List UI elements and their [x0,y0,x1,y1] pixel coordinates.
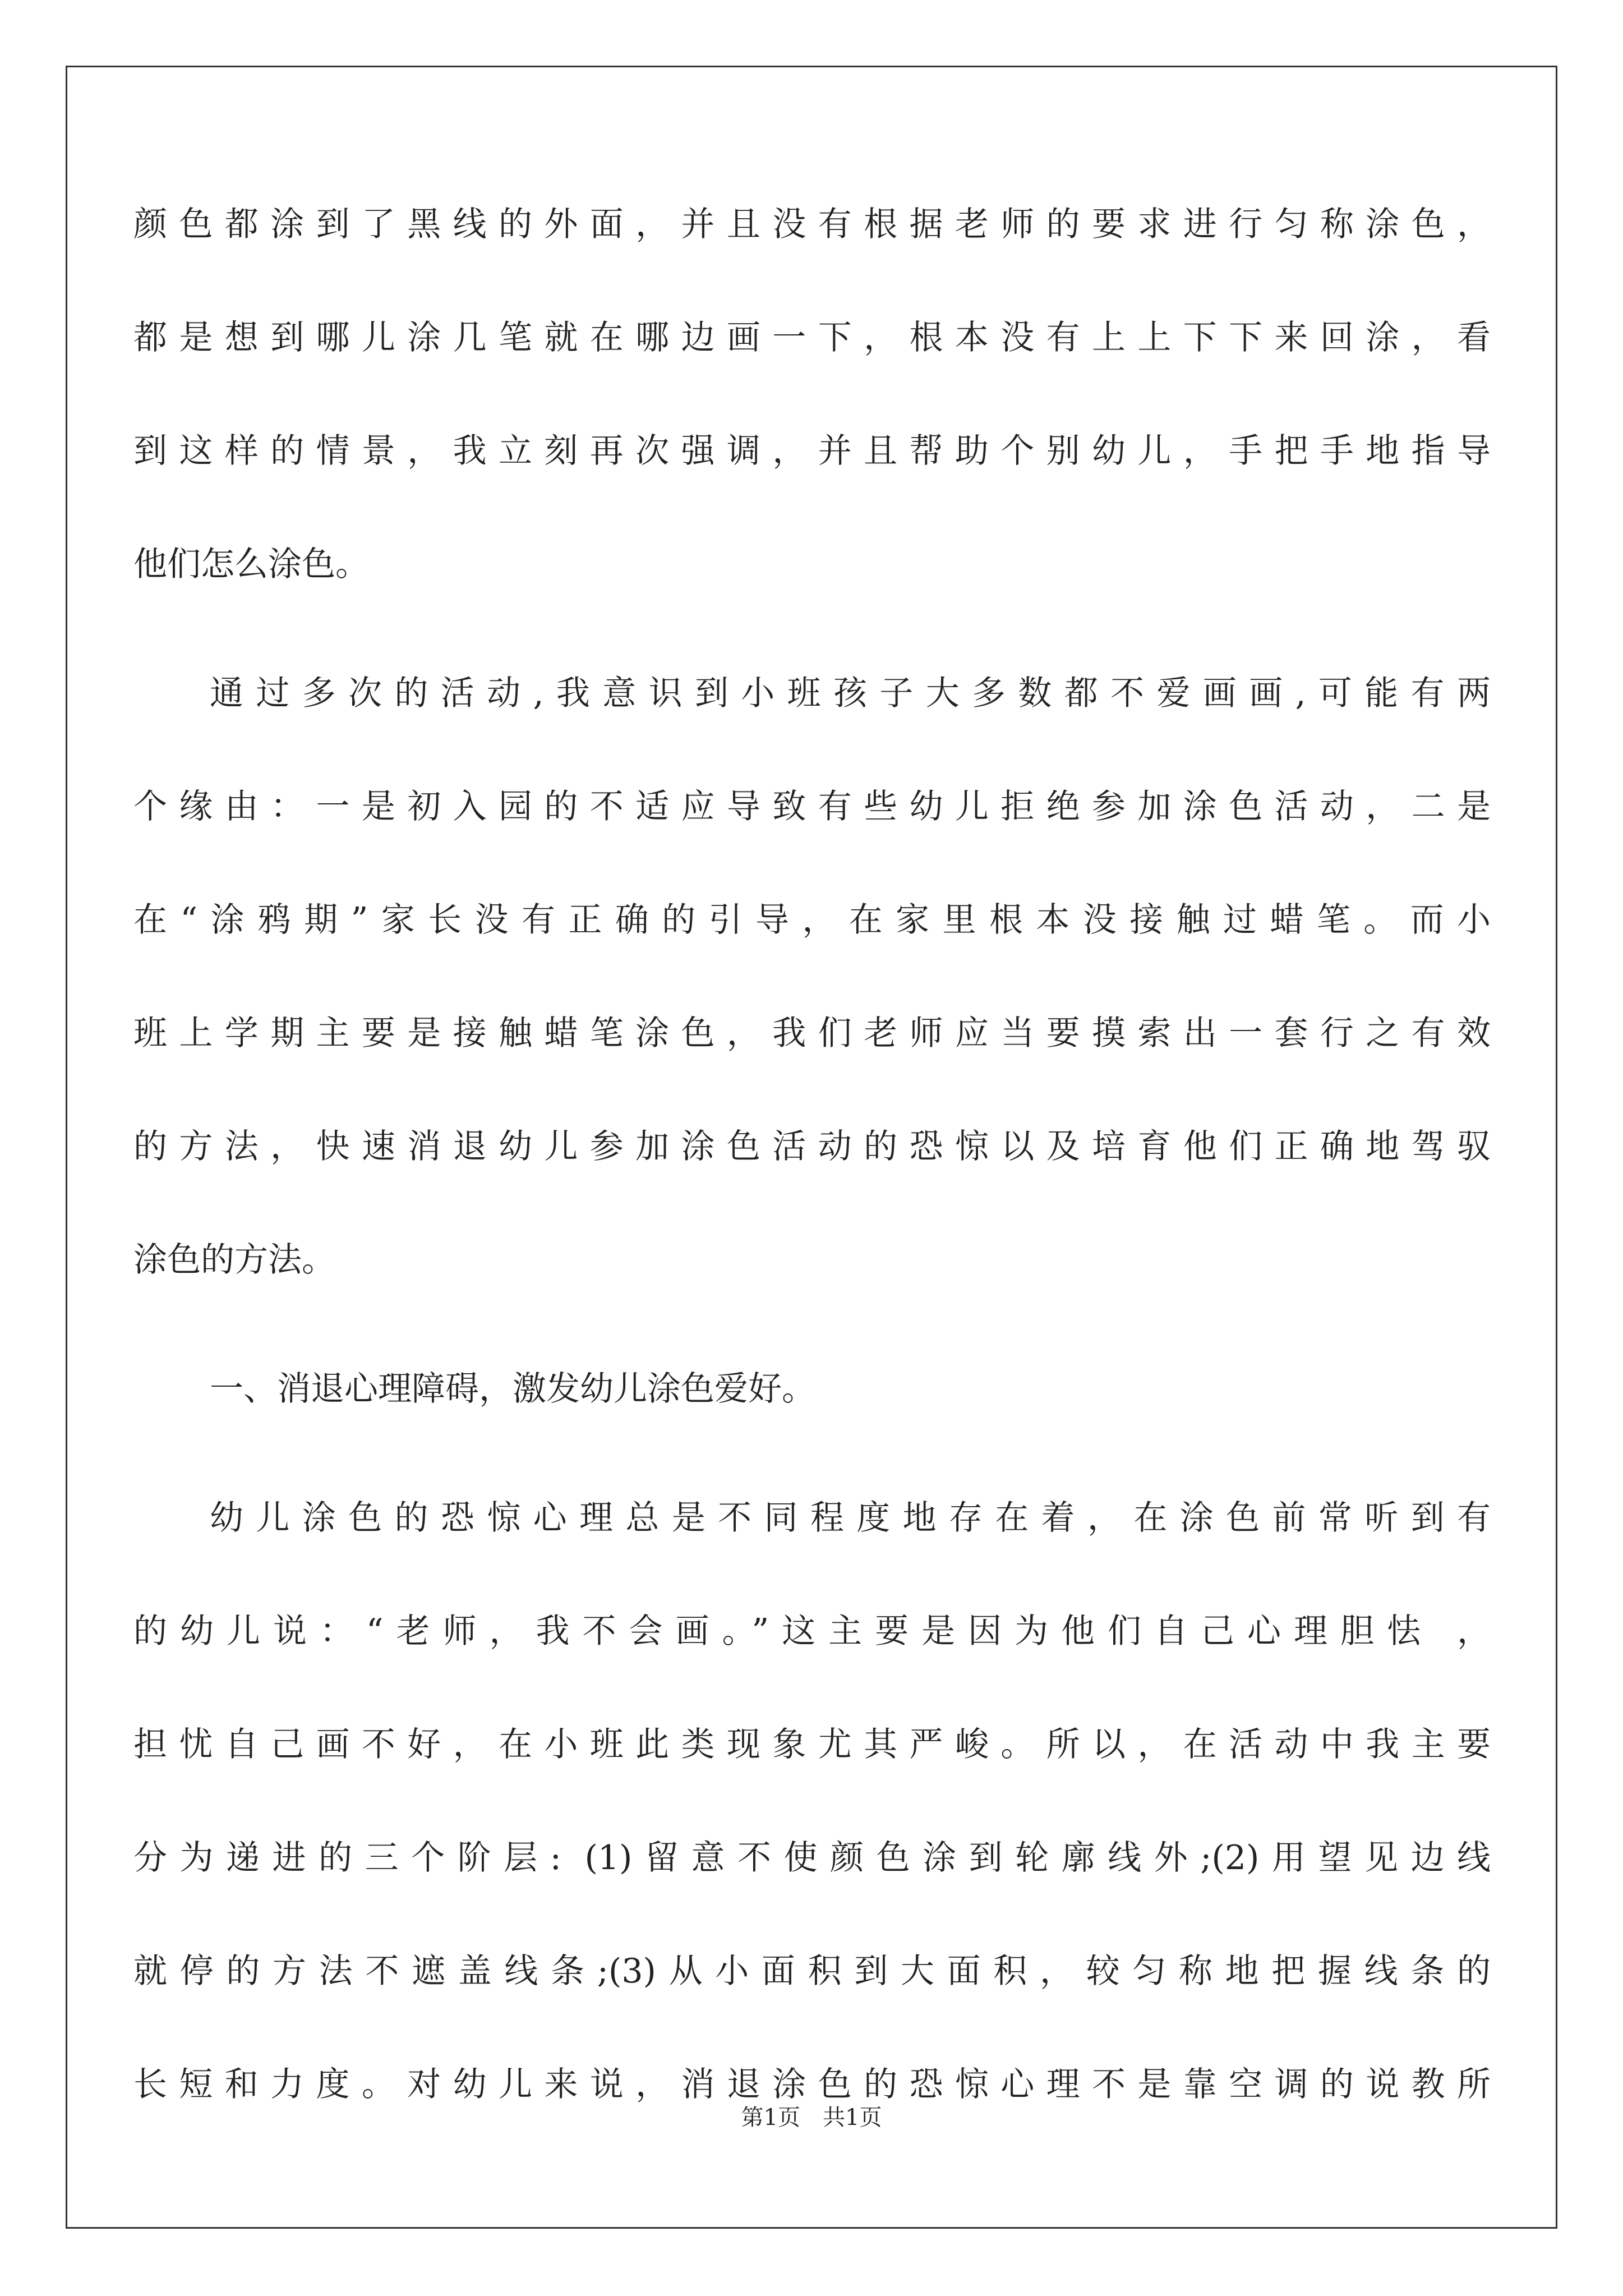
text-line: 的幼儿说：“老师，我不会画。”这主要是因为他们自己心理胆怯 ， [133,1612,1491,1651]
text-line: 就停的方法不遮盖线条;(3)从小面积到大面积，较匀称地把握线条的 [133,1952,1491,1991]
text-line: 涂色的方法。 [133,1240,335,1280]
text-line: 都是想到哪儿涂几笔就在哪边画一下，根本没有上上下下来回涂，看 [133,318,1491,357]
text-line: 颜色都涂到了黑线的外面，并且没有根据老师的要求进行匀称涂色， [133,205,1491,244]
text-line: 通过多次的活动,我意识到小班孩子大多数都不爱画画,可能有两 [210,674,1491,713]
text-line: 个缘由：一是初入园的不适应导致有些幼儿拒绝参加涂色活动，二是 [133,787,1491,826]
text-line: 长短和力度。对幼儿来说，消退涂色的恐惊心理不是靠空调的说教所 [133,2065,1491,2104]
section-heading: 一、消退心理障碍，激发幼儿涂色爱好。 [210,1369,815,1409]
text-line: 幼儿涂色的恐惊心理总是不同程度地存在着，在涂色前常听到有 [210,1498,1491,1538]
text-line: 的方法，快速消退幼儿参加涂色活动的恐惊以及培育他们正确地驾驭 [133,1127,1491,1166]
text-line: 分为递进的三个阶层: (1)留意不使颜色涂到轮廓线外;(2)用望见边线 [133,1838,1491,1878]
text-line: 班上学期主要是接触蜡笔涂色，我们老师应当要摸索出一套行之有效 [133,1014,1491,1053]
text-line: 担忧自己画不好，在小班此类现象尤其严峻。所以，在活动中我主要 [133,1725,1491,1764]
page-number-footer: 第1页 共1页 [741,2105,882,2131]
text-line: 在“涂鸦期”家长没有正确的引导，在家里根本没接触过蜡笔。而小 [133,900,1491,940]
text-line: 到这样的情景，我立刻再次强调，并且帮助个别幼儿，手把手地指导 [133,431,1491,471]
text-line: 他们怎么涂色。 [133,545,369,584]
